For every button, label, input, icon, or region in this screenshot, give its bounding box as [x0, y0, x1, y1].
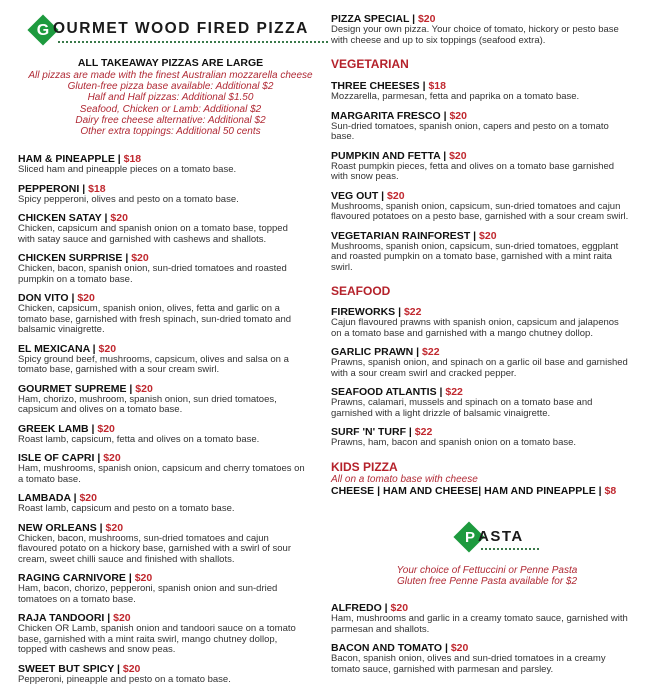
takeaway-notice: ALL TAKEAWAY PIZZAS ARE LARGE — [77, 57, 264, 69]
pasta-title: ASTA — [478, 528, 524, 545]
item-description: Spicy pepperoni, olives and pesto on a tomato base. — [18, 193, 239, 205]
item-title: THREE CHEESES | $18 — [331, 80, 446, 92]
item-price: $18 — [123, 153, 142, 166]
item-description: tomato base, garnished with fresh spinach, sun-dried tomato and — [18, 313, 292, 325]
item-name: NEW ORLEANS — [18, 521, 97, 534]
item-name: PEPPERONI — [18, 182, 80, 195]
item-description: a tomato base. — [18, 473, 81, 485]
section-heading-kids: KIDS PIZZA — [331, 460, 398, 474]
item-description: flavoured potatoes on a pesto base, garnished with a sour cream swirl. — [331, 211, 629, 222]
item-name: BACON AND TOMATO — [331, 642, 443, 654]
item-description: Mushrooms, spanish onion, capsicum, sun-dried tomatoes, eggplant — [331, 240, 619, 252]
item-description: Roast pumpkin pieces, fetta and olives on a tomato base garnished — [331, 160, 615, 172]
logo-letter: G — [36, 22, 50, 39]
menu-item — [18, 252, 323, 285]
pasta-title-logo — [331, 522, 643, 552]
item-title: HAM & PINEAPPLE | $18 — [18, 153, 142, 166]
item-description: capsicum and olives on a tomato base. — [18, 404, 183, 416]
item-title: PEPPERONI | $18 — [18, 182, 106, 195]
menu-item — [331, 13, 643, 46]
item-title: RAJA TANDOORI | $20 — [18, 612, 131, 625]
item-description: base, garnished with a mint raita swirl, mango chutney dollop, — [18, 633, 278, 645]
item-price: $20 — [122, 662, 141, 675]
item-title: VEGETARIAN RAINFOREST | $20 — [331, 229, 497, 242]
menu-item — [331, 386, 643, 419]
item-title: ALFREDO | $20 — [331, 602, 409, 614]
item-description: with snow peas. — [331, 171, 399, 182]
item-description: Sun-dried tomatoes, spanish onion, capers and pesto on a tomato — [331, 120, 609, 132]
item-description: Bacon, spanish onion, olives and sun-dried tomatoes in a creamy — [331, 653, 606, 664]
item-title: PIZZA SPECIAL | $20 — [331, 13, 436, 25]
pizza-column-left — [18, 0, 323, 692]
item-title: SURF 'N' TURF | $22 — [331, 426, 433, 438]
item-description: garnished with a light drizzle of balsamic vinaigrette. — [331, 407, 551, 419]
item-title: CHICKEN SURPRISE | $20 — [18, 252, 149, 265]
item-price: $20 — [103, 452, 121, 465]
item-description: Ham, mushrooms, spanish onion, capsicum and cherry tomatoes on — [18, 463, 305, 475]
item-price: $20 — [387, 189, 405, 202]
item-name: LAMBADA — [18, 492, 71, 505]
note-line: Gluten free Penne Pasta available for $2 — [396, 576, 578, 588]
item-name: MARGARITA FRESCO — [331, 109, 441, 122]
dotted-divider — [58, 41, 328, 43]
item-name: VEGETARIAN RAINFOREST — [331, 229, 471, 242]
item-description: tomatoes on a tomato base. — [18, 593, 136, 605]
menu-item — [18, 572, 323, 605]
notes-list — [18, 70, 323, 137]
note-line: Gluten-free pizza base available: Additional $2 — [67, 81, 274, 93]
menu-item — [18, 343, 323, 376]
note-line: Half and Half pizzas: Additional $1.50 — [87, 92, 254, 104]
item-name: GOURMET SUPREME — [18, 382, 127, 395]
menu-item — [18, 212, 323, 245]
item-name: SURF 'N' TURF — [331, 426, 406, 438]
vegetarian-list — [331, 80, 643, 280]
item-title: RAGING CARNIVORE | $20 — [18, 572, 153, 585]
item-price: $20 — [390, 602, 409, 614]
item-name: PUMPKIN AND FETTA — [331, 149, 441, 162]
seafood-list — [331, 306, 643, 456]
item-title: SWEET BUT SPICY | $20 — [18, 662, 141, 675]
item-price: $20 — [98, 342, 117, 355]
item-title: SEAFOOD ATLANTIS | $22 — [331, 386, 463, 398]
item-price: $20 — [135, 382, 153, 395]
menu-item — [331, 190, 643, 223]
item-description: Cajun flavoured prawns with spanish onion, capsicum and jalapenos — [331, 317, 619, 328]
item-title: DON VITO | $20 — [18, 292, 95, 305]
item-description: Pepperoni, pineapple and pesto on a tomato base. — [18, 673, 231, 685]
item-description: Spicy ground beef, mushrooms, capsicum, olives and salsa on a — [18, 353, 289, 365]
item-description: Prawns, spanish onion, and spinach on a garlic oil base and garnished — [331, 357, 628, 368]
note-line: Other extra toppings: Additional 50 cents — [80, 126, 261, 138]
menu-item — [18, 153, 323, 176]
menu-item — [18, 383, 323, 416]
item-description: with a sour cream swirl and cracked pepper. — [331, 367, 517, 379]
item-price: $20 — [134, 572, 153, 585]
item-price: $22 — [403, 306, 422, 318]
menu-item — [331, 230, 643, 274]
item-title: FIREWORKS | $22 — [331, 306, 422, 318]
item-price: $18 — [88, 182, 106, 195]
menu-item — [18, 522, 323, 566]
item-description: tomato sauce, garnished with parmesan and parsley. — [331, 663, 554, 675]
note-line: Your choice of Fettuccini or Penne Pasta — [396, 565, 578, 576]
item-title: ISLE OF CAPRI | $20 — [18, 452, 121, 465]
item-title: VEG OUT | $20 — [331, 189, 405, 202]
kids-price: $8 — [604, 485, 617, 498]
menu-item — [331, 426, 643, 449]
item-description: with cheese and up to six toppings (seafood extra). — [331, 34, 546, 46]
pasta-list — [331, 602, 643, 682]
item-name: SEAFOOD ATLANTIS — [331, 386, 437, 398]
item-name: ALFREDO — [331, 602, 382, 614]
item-description: Ham, chorizo, mushroom, spanish onion, sun dried tomatoes, — [18, 393, 277, 405]
item-description: Roast lamb, capsicum and pesto on a tomato base. — [18, 503, 235, 515]
note-line: Dairy free cheese alternative: Additional $2 — [75, 114, 266, 126]
item-description: Chicken, bacon, mushrooms, sun-dried tomatoes and cajun — [18, 532, 269, 544]
item-price: $20 — [77, 292, 95, 305]
item-description: swirl. — [331, 261, 353, 273]
item-title: LAMBADA | $20 — [18, 492, 97, 505]
item-price: $20 — [79, 492, 97, 505]
menu-item — [18, 492, 323, 515]
item-description: Sliced ham and pineapple pieces on a tomato base. — [18, 164, 237, 176]
menu-item — [18, 292, 323, 336]
menu-item — [331, 346, 643, 379]
menu-item — [331, 110, 643, 143]
item-description: and roasted pumpkin on a tomato base, garnished with a mint raita — [331, 251, 612, 262]
item-title: BACON AND TOMATO | $20 — [331, 642, 469, 654]
item-price: $18 — [428, 80, 446, 92]
item-description: parmesan and shallots. — [331, 623, 430, 635]
menu-item — [331, 642, 643, 675]
menu-item — [18, 452, 323, 485]
item-description: flavoured potato on a hickory base, garnished with a swirl of sour — [18, 543, 292, 555]
item-title: GREEK LAMB | $20 — [18, 422, 115, 435]
item-description: Design your own pizza. Your choice of tomato, hickory or pesto base — [331, 24, 619, 35]
item-name: HAM & PINEAPPLE — [18, 153, 115, 166]
item-name: EL MEXICANA — [18, 342, 90, 355]
item-price: $20 — [131, 252, 149, 265]
kids-options-text: CHEESE | HAM AND CHEESE| HAM AND PINEAPPLE — [331, 485, 596, 498]
item-price: $22 — [414, 426, 433, 438]
item-title: NEW ORLEANS | $20 — [18, 521, 124, 534]
item-description: on a tomato base and garnished with a mango chutney dollop. — [331, 327, 593, 339]
item-name: SWEET BUT SPICY — [18, 662, 115, 675]
menu-item — [18, 663, 323, 686]
item-price: $20 — [110, 212, 128, 225]
item-name: FIREWORKS — [331, 306, 396, 318]
menu-item — [18, 423, 323, 446]
item-description: cream, sweet chilli sauce and finished with shallots. — [18, 553, 235, 565]
item-description: tomato base, garnished with a sour cream swirl. — [18, 364, 220, 376]
menu-item — [18, 612, 323, 656]
item-name: CHICKEN SATAY — [18, 212, 102, 225]
menu-item — [18, 183, 323, 206]
section-heading-vegetarian: VEGETARIAN — [331, 57, 409, 71]
item-description: topped with cashews and snow peas. — [18, 644, 176, 656]
item-price: $20 — [479, 229, 497, 242]
item-price: $22 — [445, 386, 463, 398]
item-price: $20 — [449, 109, 467, 122]
menu-item — [331, 80, 643, 103]
item-description: Chicken, capsicum and spanish onion on a tomato base, topped — [18, 223, 288, 235]
logo-letter: P — [464, 529, 475, 546]
kids-subtitle: All on a tomato base with cheese — [331, 474, 478, 485]
item-name: PIZZA SPECIAL — [331, 13, 410, 25]
item-name: GREEK LAMB — [18, 422, 89, 435]
item-description: balsamic vinaigrette. — [18, 324, 105, 336]
item-price: $20 — [417, 13, 436, 25]
item-name: VEG OUT — [331, 189, 379, 202]
menu-item — [331, 150, 643, 183]
menu-item — [331, 306, 643, 339]
dotted-divider — [481, 548, 539, 550]
item-description: Prawns, calamari, mussels and spinach on a tomato base and — [331, 397, 593, 408]
item-description: Mozzarella, parmesan, fetta and paprika on a tomato base. — [331, 91, 580, 102]
item-price: $20 — [113, 612, 131, 625]
pasta-notes — [331, 565, 643, 587]
item-price: $22 — [422, 346, 440, 358]
item-description: Chicken, bacon, spanish onion, sun-dried tomatoes and roasted — [18, 263, 287, 275]
page-title: OURMET WOOD FIRED PIZZA — [53, 20, 309, 37]
item-description: Prawns, ham, bacon and spanish onion on a tomato base. — [331, 437, 577, 448]
item-description: pumpkin on a tomato base. — [18, 273, 133, 285]
item-price: $20 — [105, 521, 124, 534]
note-line: Seafood, Chicken or Lamb: Additional $2 — [79, 103, 262, 115]
menu-item — [331, 602, 643, 635]
item-name: RAGING CARNIVORE — [18, 572, 126, 585]
pizza-special-block — [331, 13, 643, 53]
item-description: Chicken OR Lamb, spanish onion and tandoori sauce on a tomato — [18, 623, 296, 635]
item-description: Mushrooms, spanish onion, capsicum, sun-dried tomatoes and cajun — [331, 200, 621, 212]
item-title: EL MEXICANA | $20 — [18, 342, 117, 355]
pizza-notes — [18, 57, 323, 137]
item-description: with satay sauce and garnished with cashews and shallots. — [18, 233, 267, 245]
pizza-list — [18, 153, 323, 685]
item-description: base. — [331, 131, 355, 142]
item-name: CHICKEN SURPRISE — [18, 252, 123, 265]
item-title: GOURMET SUPREME | $20 — [18, 382, 153, 395]
item-title: GARLIC PRAWN | $22 — [331, 346, 440, 358]
pizza-title-logo — [18, 14, 323, 44]
item-name: THREE CHEESES — [331, 80, 420, 92]
item-description: Ham, bacon, chorizo, pepperoni, spanish onion and sun-dried — [18, 583, 278, 595]
item-name: DON VITO — [18, 292, 69, 305]
item-description: Ham, mushrooms and garlic in a creamy tomato sauce, garnished with — [331, 613, 628, 624]
kids-options: CHEESE | HAM AND CHEESE| HAM AND PINEAPPLE | $8 — [331, 485, 617, 498]
item-title: MARGARITA FRESCO | $20 — [331, 109, 467, 122]
item-title: PUMPKIN AND FETTA | $20 — [331, 149, 467, 162]
section-heading-seafood: SEAFOOD — [331, 284, 391, 298]
item-description: Roast lamb, capsicum, fetta and olives on a tomato base. — [18, 433, 260, 445]
kids-block — [331, 474, 643, 497]
item-title: CHICKEN SATAY | $20 — [18, 212, 128, 225]
item-price: $20 — [450, 642, 469, 654]
item-description: Chicken, capsicum, spanish onion, olives, fetta and garlic on a — [18, 303, 280, 315]
item-name: GARLIC PRAWN — [331, 346, 414, 358]
item-name: RAJA TANDOORI — [18, 612, 105, 625]
item-price: $20 — [449, 149, 467, 162]
item-name: ISLE OF CAPRI — [18, 452, 95, 465]
item-price: $20 — [97, 422, 115, 435]
note-line: All pizzas are made with the finest Australian mozzarella cheese — [28, 70, 313, 81]
